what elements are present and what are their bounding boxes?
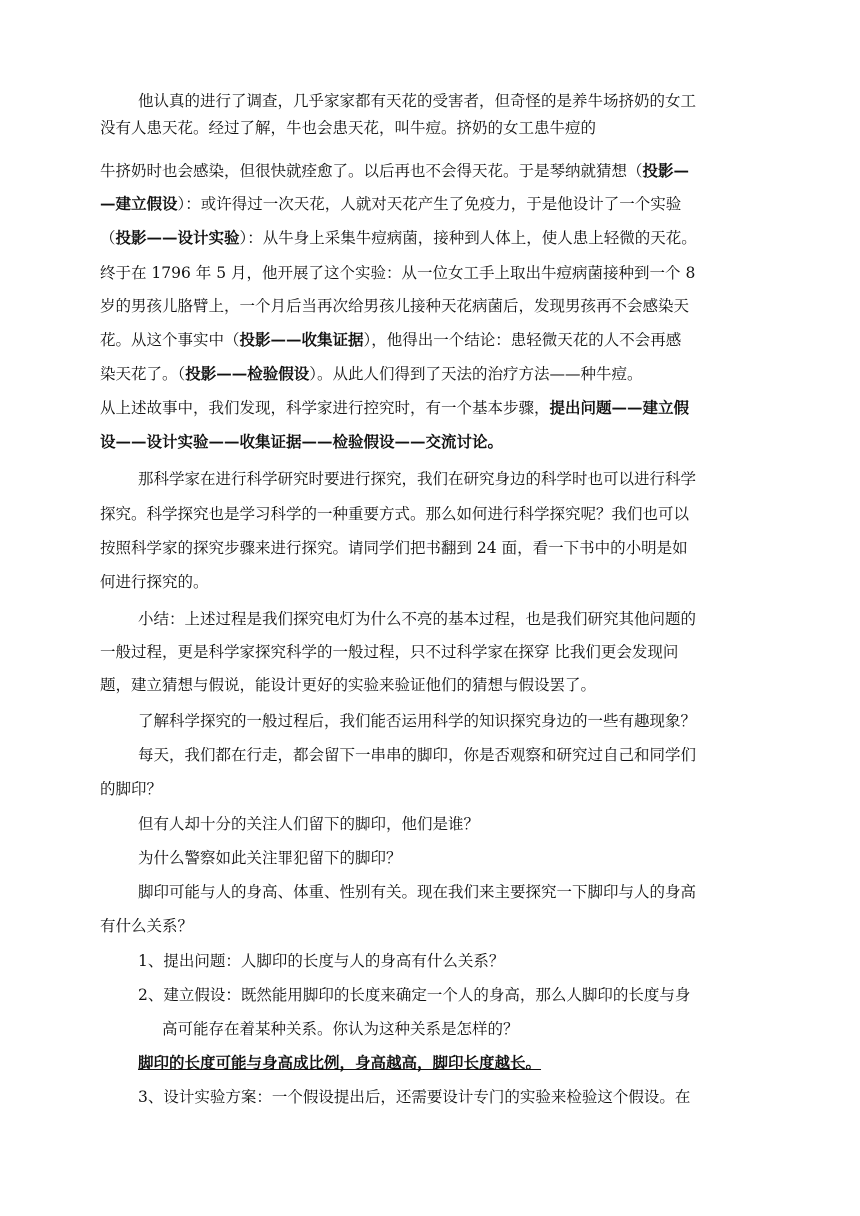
text-line (100, 915, 193, 937)
text-line (100, 431, 503, 453)
text-run: ）：从牛身上采集牛痘病菌，接种到人体上，使人患上轻微的天花。 (239, 229, 697, 247)
text-run: ）：或许得过一次天花，人就对天花产生了免疫力，于是他设计了一个实验 (177, 195, 682, 213)
text-line (138, 1086, 690, 1108)
text-line (100, 363, 643, 385)
text-line (138, 90, 696, 112)
text-line (100, 117, 596, 139)
text-line (138, 1052, 541, 1074)
text-run: ）。从此人们得到了天法的治疗方法——种牛痘。 (309, 365, 643, 383)
bold-text-run: 设——设计实验——收集证据——检验假设——交流讨论。 (100, 432, 504, 451)
text-run: 一般过程，更是科学家探究科学的一般过程，只不过科学家在探穿 比我们更会发现问 (100, 643, 679, 661)
text-run: 但有人却十分的关注人们留下的脚印，他们是谁？ (138, 815, 480, 833)
text-line (138, 881, 696, 903)
text-run: 1、提出问题：人脚印的长度与人的身高有什么关系？ (138, 952, 505, 970)
text-line (100, 641, 678, 663)
text-run: 高可能存在着某种关系。你认为这种关系是怎样的？ (162, 1020, 519, 1038)
text-line (138, 468, 696, 490)
text-line (162, 1018, 519, 1040)
text-line (100, 295, 689, 317)
text-run: 从上述故事中，我们发现，科学家进行控究时，有一个基本步骤， (100, 399, 550, 417)
text-run: 岁的男孩儿胳臂上，一个月后当再次给男孩儿接种天花病菌后，发现男孩再不会感染天 (100, 297, 690, 315)
underlined-bold-text-run: 脚印的长度可能与身高成比例，身高越高，脚印长度越长。 (138, 1053, 542, 1072)
bold-text-run: 提出问题——建立假 (549, 398, 690, 417)
text-run: 何进行探究的。 (100, 573, 209, 591)
text-run: 牛挤奶时也会感染，但很快就痊愈了。以后再也不会得天花。于是琴纳就猜想（ (100, 162, 643, 180)
text-run: 没有人患天花。经过了解，牛也会患天花，叫牛痘。挤奶的女工患牛痘的 (100, 119, 597, 137)
text-run: 终于在 1796 年 5 月，他开展了这个实验：从一位女工手上取出牛痘病菌接种到一个 8 (100, 264, 696, 282)
bold-text-run: 投影— (642, 161, 690, 180)
text-run: 染天花了。（ (100, 365, 186, 383)
text-run: 了解科学探究的一般过程后，我们能否运用科学的知识探究身边的一些有趣现象？ (138, 712, 697, 730)
text-run: 题，建立猜想与假说，能设计更好的实验来验证他们的猜想与假设罢了。 (100, 676, 597, 694)
text-line (100, 503, 689, 525)
text-line (100, 537, 688, 559)
text-run: 的脚印？ (100, 780, 163, 798)
text-line (138, 847, 402, 869)
text-run: 花。从这个事实中（ (100, 331, 240, 349)
bold-text-run: 投影——检验假设 (185, 364, 310, 383)
text-run: 探究。科学探究也是学习科学的一种重要方式。那么如何进行科学探究呢？我们也可以 (100, 505, 690, 523)
text-run: 有什么关系？ (100, 917, 194, 935)
text-run: 他认真的进行了调查，几乎家家都有天花的受害者，但奇怪的是养牛场挤奶的女工 (138, 92, 697, 110)
text-line (100, 160, 689, 182)
text-run: 那科学家在进行科学研究时要进行探究，我们在研究身边的科学时也可以进行科学 (138, 470, 697, 488)
text-run: 脚印可能与人的身高、体重、性别有关。现在我们来主要探究一下脚印与人的身高 (138, 883, 697, 901)
text-line (138, 608, 696, 630)
text-run: （ (100, 229, 116, 247)
bold-text-run: 投影——设计实验 (115, 228, 240, 247)
text-line (138, 950, 504, 972)
text-line (100, 227, 697, 249)
text-line (138, 813, 479, 835)
text-run: 每天，我们都在行走，都会留下一串串的脚印，你是否观察和研究过自己和同学们 (138, 746, 697, 764)
text-run: ），他得出一个结论：患轻微天花的人不会再感 (363, 331, 682, 349)
text-line (100, 571, 209, 593)
bold-text-run: 投影——收集证据 (239, 330, 364, 349)
text-run: 小结：上述过程是我们探究电灯为什么不亮的基本过程，也是我们研究其他问题的 (138, 610, 697, 628)
text-line (138, 710, 696, 732)
text-line (100, 193, 681, 215)
text-run: 为什么警察如此关注罪犯留下的脚印？ (138, 849, 402, 867)
text-line (138, 744, 696, 766)
text-line (100, 397, 689, 419)
text-run: 2、建立假设：既然能用脚印的长度来确定一个人的身高，那么人脚印的长度与身 (138, 986, 691, 1004)
text-run: 按照科学家的探究步骤来进行探究。请同学们把书翻到 24 面，看一下书中的小明是如 (100, 539, 688, 557)
text-line (138, 984, 690, 1006)
text-run: 3、设计实验方案：一个假设提出后，还需要设计专门的实验来检验这个假设。在 (138, 1088, 691, 1106)
text-line (100, 778, 162, 800)
bold-text-run: —建立假设 (100, 194, 178, 213)
text-line (100, 329, 681, 351)
text-line (100, 262, 695, 284)
text-line (100, 674, 596, 696)
